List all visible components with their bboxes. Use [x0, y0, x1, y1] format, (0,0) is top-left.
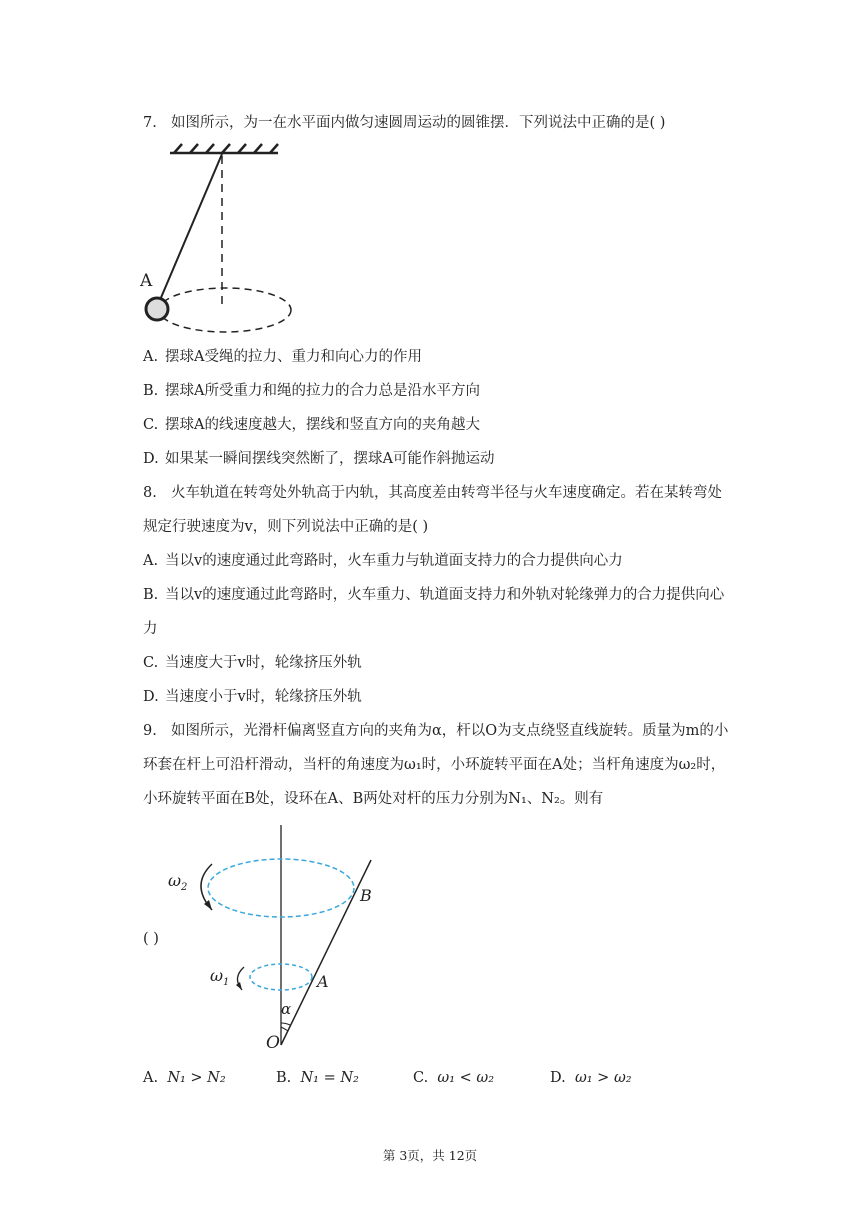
q8-option-a: A. 当以v的速度通过此弯路时，火车重力与轨道面支持力的合力提供向心力	[143, 553, 623, 569]
label-A: A	[317, 972, 329, 991]
q8-option-c: C. 当速度大于v时，轮缘挤压外轨	[143, 655, 362, 671]
q8-stem-line1: 8. 火车轨道在转弯处外轨高于内轨，其高度差由转弯半径与火车速度确定。若在某转弯处	[143, 482, 722, 504]
q9-option-b: B. N₁ = N₂	[276, 1070, 359, 1086]
label-B: B	[360, 886, 372, 905]
q9-answer-bracket: ( )	[143, 931, 159, 947]
page-footer: 第 3页，共 12页	[382, 1148, 478, 1163]
label-O: O	[266, 1033, 280, 1053]
label-A: A	[140, 271, 153, 291]
q9-option-d: D. ω₁ > ω₂	[550, 1070, 632, 1086]
label-alpha: α	[281, 1000, 292, 1018]
q8-stem-line2: 规定行驶速度为v，则下列说法中正确的是( )	[143, 519, 429, 535]
q7-stem	[143, 112, 665, 134]
slanted-rod	[281, 860, 371, 1045]
angle-arc	[281, 1023, 290, 1025]
q9-rotating-rod-figure	[160, 820, 390, 1055]
q8-option-d: D. 当速度小于v时，轮缘挤压外轨	[143, 689, 362, 705]
label-omega2: $\omega_2$	[168, 871, 188, 893]
q9-stem-line1: 9. 如图所示，光滑杆偏离竖直方向的夹角为α，杆以O为支点绕竖直线旋转。质量为m的小	[143, 720, 728, 742]
q7-conical-pendulum-figure	[140, 140, 300, 340]
q9-option-c: C. ω₁ < ω₂	[413, 1070, 495, 1086]
q7-option-c: C. 摆球A的线速度越大，摆线和竖直方向的夹角越大	[143, 417, 480, 433]
q9-number: 9.	[143, 723, 157, 739]
q9-stem-line2: 环套在杆上可沿杆滑动，当杆的角速度为ω₁时，小环旋转平面在A处；当杆角速度为ω₂时，	[143, 757, 726, 773]
q7-option-a: A. 摆球A受绳的拉力、重力和向心力的作用	[143, 349, 422, 365]
q9-option-a: A. N₁ > N₂	[143, 1070, 226, 1086]
q7-number: 7.	[143, 115, 157, 131]
q7-stem-text: 如图所示，为一在水平面内做匀速圆周运动的圆锥摆．下列说法中正确的是( )	[171, 115, 666, 131]
pendulum-bob	[146, 298, 168, 320]
q9-stem-line3: 小环旋转平面在B处，设环在A、B两处对杆的压力分别为N₁、N₂。则有	[143, 791, 604, 807]
pendulum-string	[160, 154, 222, 300]
q8-option-b: B. 当以v的速度通过此弯路时，火车重力、轨道面支持力和外轨对轮缘弹力的合力提供向心	[143, 587, 725, 603]
q8-number: 8.	[143, 485, 157, 501]
q7-option-b: B. 摆球A所受重力和绳的拉力的合力总是沿水平方向	[143, 383, 480, 399]
q7-option-d: D. 如果某一瞬间摆线突然断了，摆球A可能作斜抛运动	[143, 451, 495, 467]
circular-path-dashed	[159, 288, 291, 332]
label-omega1: $\omega_1$	[210, 966, 230, 988]
ceiling-hatch	[174, 144, 278, 153]
q8-option-b-continued: 力	[143, 621, 158, 637]
